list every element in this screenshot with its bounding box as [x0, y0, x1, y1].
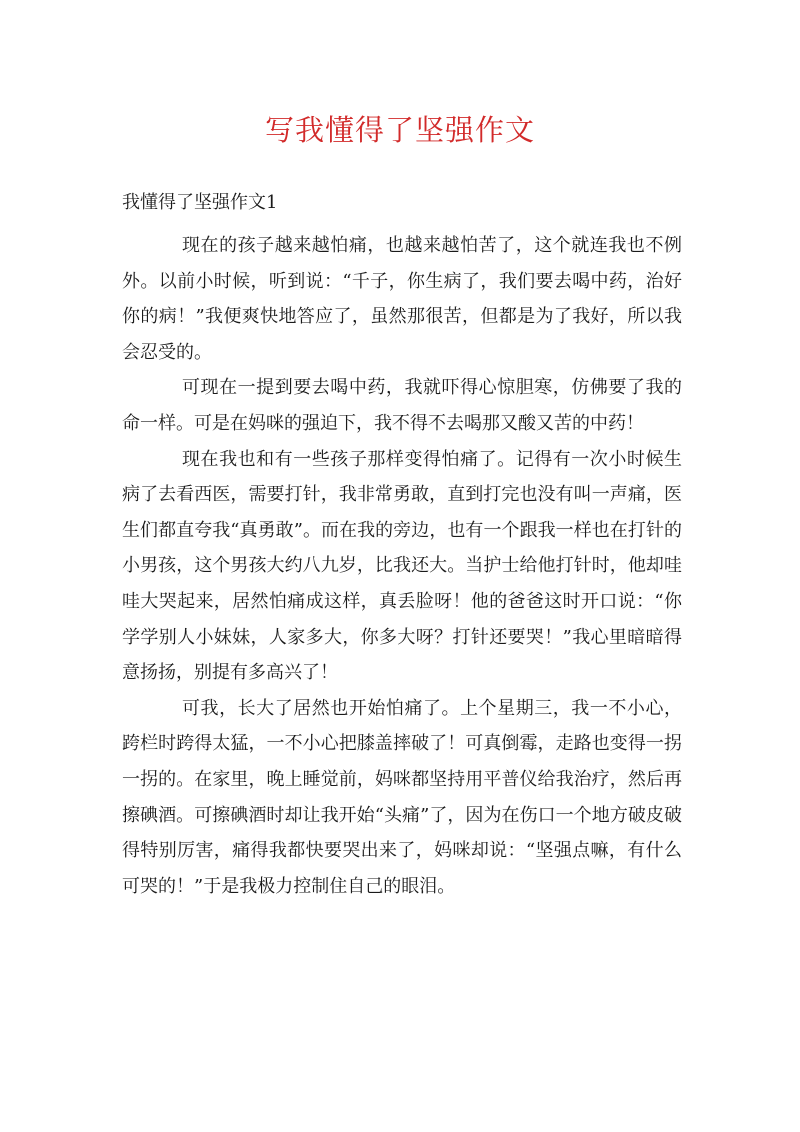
paragraph-3: 现在我也和有一些孩子那样变得怕痛了。记得有一次小时候生病了去看西医，需要打针，我非常勇敢，直到打完也没有叫一声痛，医生们都直夸我“真勇敢”。而在我的旁边，也有一个跟我一样也在打针的小男孩，这个男孩大约八九岁，比我还大。当护士给他打针时，他却哇哇大哭起来，居然怕痛成这样，真丢脸呀！他的爸爸这时开口说：“你学学别人小妹妹，人家多大，你多大呀？打针还要哭！”我心里暗暗得意扬扬，别提有多高兴了！	[122, 448, 682, 684]
paragraph-2: 可现在一提到要去喝中药，我就吓得心惊胆寒，仿佛要了我的命一样。可是在妈咪的强迫下，我不得不去喝那又酸又苦的中药！	[122, 377, 682, 434]
paragraph-4: 可我，长大了居然也开始怕痛了。上个星期三，我一不小心，跨栏时跨得太猛，一不小心把膝盖摔破了！可真倒霉，走路也变得一拐一拐的。在家里，晚上睡觉前，妈咪都坚持用平普仪给我治疗，然后再擦碘酒。可擦碘酒时却让我开始“头痛”了，因为在伤口一个地方破皮破得特别厉害，痛得我都快要哭出来了，妈咪却说：“坚强点嘛，有什么可哭的！”于是我极力控制住自己的眼泪。	[122, 697, 682, 897]
document-title: 写我懂得了坚强作文	[264, 113, 535, 147]
essay-subtitle: 我懂得了坚强作文1	[122, 192, 278, 213]
essay-body	[122, 228, 682, 904]
paragraph-1: 现在的孩子越来越怕痛，也越来越怕苦了，这个就连我也不例外。以前小时候，听到说：“千子，你生病了，我们要去喝中药，治好你的病！”我便爽快地答应了，虽然那很苦，但都是为了我好，所以我会忍受的。	[122, 235, 682, 363]
